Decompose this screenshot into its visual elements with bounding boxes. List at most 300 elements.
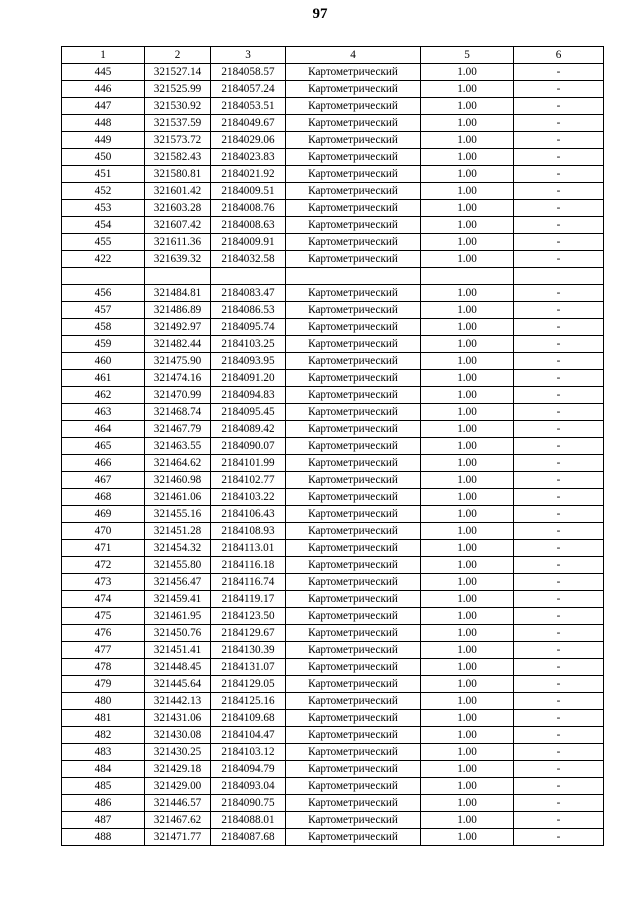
accuracy-cell: 1.00	[421, 302, 514, 319]
description-cell: -	[514, 608, 604, 625]
accuracy-cell: 1.00	[421, 98, 514, 115]
method-cell: Картометрический	[286, 319, 421, 336]
table-row	[62, 761, 604, 778]
description-cell: -	[514, 506, 604, 523]
y-coordinate-cell: 2184101.99	[211, 455, 286, 472]
description-cell: -	[514, 574, 604, 591]
y-coordinate-cell: 2184123.50	[211, 608, 286, 625]
y-coordinate-cell: 2184029.06	[211, 132, 286, 149]
accuracy-cell: 1.00	[421, 642, 514, 659]
description-cell: -	[514, 234, 604, 251]
description-cell: -	[514, 778, 604, 795]
description-cell: -	[514, 761, 604, 778]
point-number-cell: 462	[62, 387, 145, 404]
method-cell: Картометрический	[286, 387, 421, 404]
y-coordinate-cell: 2184106.43	[211, 506, 286, 523]
y-coordinate-cell: 2184094.79	[211, 761, 286, 778]
accuracy-cell: 1.00	[421, 659, 514, 676]
table-row	[62, 149, 604, 166]
point-number-cell: 465	[62, 438, 145, 455]
table-row	[62, 200, 604, 217]
y-coordinate-cell: 2184009.91	[211, 234, 286, 251]
y-coordinate-cell: 2184032.58	[211, 251, 286, 268]
method-cell: Картометрический	[286, 591, 421, 608]
description-cell: -	[514, 132, 604, 149]
table-row	[62, 676, 604, 693]
table-row	[62, 421, 604, 438]
point-number-cell: 468	[62, 489, 145, 506]
y-coordinate-cell: 2184090.75	[211, 795, 286, 812]
table-row	[62, 642, 604, 659]
table-row	[62, 132, 604, 149]
column-header-accuracy: 5	[421, 47, 514, 64]
description-cell: -	[514, 829, 604, 846]
x-coordinate-cell: 321431.06	[145, 710, 211, 727]
x-coordinate-cell: 321455.16	[145, 506, 211, 523]
y-coordinate-cell: 2184086.53	[211, 302, 286, 319]
x-coordinate-cell: 321460.98	[145, 472, 211, 489]
column-header-description: 6	[514, 47, 604, 64]
description-cell: -	[514, 285, 604, 302]
column-header-point-number: 1	[62, 47, 145, 64]
table-row	[62, 166, 604, 183]
table-row	[62, 404, 604, 421]
accuracy-cell: 1.00	[421, 761, 514, 778]
y-coordinate-cell: 2184108.93	[211, 523, 286, 540]
y-coordinate-cell: 2184103.22	[211, 489, 286, 506]
y-coordinate-cell: 2184053.51	[211, 98, 286, 115]
method-cell: Картометрический	[286, 540, 421, 557]
method-cell: Картометрический	[286, 370, 421, 387]
method-cell: Картометрический	[286, 353, 421, 370]
x-coordinate-cell: 321573.72	[145, 132, 211, 149]
accuracy-cell: 1.00	[421, 455, 514, 472]
table-body	[62, 64, 604, 846]
y-coordinate-cell: 2184057.24	[211, 81, 286, 98]
description-cell: -	[514, 659, 604, 676]
description-cell: -	[514, 710, 604, 727]
point-number-cell: 458	[62, 319, 145, 336]
x-coordinate-cell: 321461.06	[145, 489, 211, 506]
accuracy-cell: 1.00	[421, 795, 514, 812]
method-cell: Картометрический	[286, 761, 421, 778]
accuracy-cell: 1.00	[421, 353, 514, 370]
description-cell: -	[514, 455, 604, 472]
description-cell: -	[514, 557, 604, 574]
accuracy-cell: 1.00	[421, 438, 514, 455]
x-coordinate-cell: 321639.32	[145, 251, 211, 268]
point-number-cell: 483	[62, 744, 145, 761]
y-coordinate-cell: 2184102.77	[211, 472, 286, 489]
table-row	[62, 98, 604, 115]
point-number-cell: 447	[62, 98, 145, 115]
table-row	[62, 557, 604, 574]
accuracy-cell: 1.00	[421, 149, 514, 166]
accuracy-cell: 1.00	[421, 166, 514, 183]
point-number-cell: 452	[62, 183, 145, 200]
y-coordinate-cell: 2184119.17	[211, 591, 286, 608]
table-row	[62, 336, 604, 353]
description-cell: -	[514, 676, 604, 693]
method-cell: Картометрический	[286, 302, 421, 319]
y-coordinate-cell: 2184095.45	[211, 404, 286, 421]
method-cell: Картометрический	[286, 115, 421, 132]
table-row	[62, 489, 604, 506]
accuracy-cell: 1.00	[421, 693, 514, 710]
y-coordinate-cell: 2184094.83	[211, 387, 286, 404]
description-cell: -	[514, 625, 604, 642]
method-cell: Картометрический	[286, 166, 421, 183]
table-row	[62, 183, 604, 200]
method-cell: Картометрический	[286, 795, 421, 812]
method-cell: Картометрический	[286, 574, 421, 591]
description-cell: -	[514, 472, 604, 489]
y-coordinate-cell: 2184095.74	[211, 319, 286, 336]
point-number-cell: 446	[62, 81, 145, 98]
description-cell: -	[514, 591, 604, 608]
x-coordinate-cell: 321467.79	[145, 421, 211, 438]
table-row	[62, 659, 604, 676]
point-number-cell: 464	[62, 421, 145, 438]
accuracy-cell: 1.00	[421, 489, 514, 506]
point-number-cell: 422	[62, 251, 145, 268]
accuracy-cell: 1.00	[421, 200, 514, 217]
description-cell: -	[514, 98, 604, 115]
accuracy-cell: 1.00	[421, 778, 514, 795]
x-coordinate-cell: 321463.55	[145, 438, 211, 455]
point-number-cell: 470	[62, 523, 145, 540]
x-coordinate-cell: 321446.57	[145, 795, 211, 812]
method-cell: Картометрический	[286, 472, 421, 489]
x-coordinate-cell: 321527.14	[145, 64, 211, 81]
table-row	[62, 387, 604, 404]
y-coordinate-cell	[211, 268, 286, 285]
point-number-cell: 475	[62, 608, 145, 625]
x-coordinate-cell: 321445.64	[145, 676, 211, 693]
method-cell: Картометрический	[286, 251, 421, 268]
x-coordinate-cell: 321442.13	[145, 693, 211, 710]
point-number-cell: 482	[62, 727, 145, 744]
accuracy-cell: 1.00	[421, 285, 514, 302]
description-cell: -	[514, 404, 604, 421]
y-coordinate-cell: 2184091.20	[211, 370, 286, 387]
point-number-cell: 449	[62, 132, 145, 149]
table-row	[62, 353, 604, 370]
x-coordinate-cell: 321470.99	[145, 387, 211, 404]
method-cell: Картометрический	[286, 404, 421, 421]
x-coordinate-cell: 321429.00	[145, 778, 211, 795]
y-coordinate-cell: 2184103.12	[211, 744, 286, 761]
page-number: 97	[312, 6, 328, 22]
description-cell	[514, 268, 604, 285]
method-cell: Картометрический	[286, 336, 421, 353]
accuracy-cell: 1.00	[421, 336, 514, 353]
description-cell: -	[514, 523, 604, 540]
accuracy-cell: 1.00	[421, 64, 514, 81]
accuracy-cell	[421, 268, 514, 285]
y-coordinate-cell: 2184087.68	[211, 829, 286, 846]
point-number-cell: 474	[62, 591, 145, 608]
description-cell: -	[514, 302, 604, 319]
accuracy-cell: 1.00	[421, 421, 514, 438]
x-coordinate-cell: 321525.99	[145, 81, 211, 98]
y-coordinate-cell: 2184093.04	[211, 778, 286, 795]
x-coordinate-cell: 321484.81	[145, 285, 211, 302]
method-cell: Картометрический	[286, 625, 421, 642]
table-row	[62, 64, 604, 81]
point-number-cell: 469	[62, 506, 145, 523]
description-cell: -	[514, 319, 604, 336]
y-coordinate-cell: 2184131.07	[211, 659, 286, 676]
method-cell: Картометрический	[286, 234, 421, 251]
x-coordinate-cell: 321601.42	[145, 183, 211, 200]
point-number-cell: 451	[62, 166, 145, 183]
point-number-cell: 460	[62, 353, 145, 370]
accuracy-cell: 1.00	[421, 217, 514, 234]
method-cell: Картометрический	[286, 523, 421, 540]
accuracy-cell: 1.00	[421, 676, 514, 693]
description-cell: -	[514, 200, 604, 217]
method-cell: Картометрический	[286, 200, 421, 217]
description-cell: -	[514, 489, 604, 506]
table-row	[62, 217, 604, 234]
coordinates-table	[61, 46, 604, 846]
point-number-cell: 459	[62, 336, 145, 353]
y-coordinate-cell: 2184058.57	[211, 64, 286, 81]
table-row	[62, 81, 604, 98]
point-number-cell: 448	[62, 115, 145, 132]
accuracy-cell: 1.00	[421, 132, 514, 149]
table-row	[62, 285, 604, 302]
x-coordinate-cell: 321451.41	[145, 642, 211, 659]
table-row	[62, 234, 604, 251]
y-coordinate-cell: 2184103.25	[211, 336, 286, 353]
description-cell: -	[514, 183, 604, 200]
y-coordinate-cell: 2184129.05	[211, 676, 286, 693]
point-number-cell: 467	[62, 472, 145, 489]
description-cell: -	[514, 370, 604, 387]
accuracy-cell: 1.00	[421, 710, 514, 727]
description-cell: -	[514, 166, 604, 183]
accuracy-cell: 1.00	[421, 523, 514, 540]
description-cell: -	[514, 387, 604, 404]
accuracy-cell: 1.00	[421, 115, 514, 132]
table-row	[62, 523, 604, 540]
method-cell: Картометрический	[286, 64, 421, 81]
description-cell: -	[514, 727, 604, 744]
method-cell	[286, 268, 421, 285]
table-row	[62, 455, 604, 472]
x-coordinate-cell: 321454.32	[145, 540, 211, 557]
table-row	[62, 625, 604, 642]
table-row	[62, 727, 604, 744]
point-number-cell: 471	[62, 540, 145, 557]
point-number-cell: 453	[62, 200, 145, 217]
method-cell: Картометрический	[286, 676, 421, 693]
description-cell: -	[514, 540, 604, 557]
point-number-cell	[62, 268, 145, 285]
method-cell: Картометрический	[286, 438, 421, 455]
x-coordinate-cell: 321451.28	[145, 523, 211, 540]
x-coordinate-cell: 321468.74	[145, 404, 211, 421]
point-number-cell: 476	[62, 625, 145, 642]
point-number-cell: 478	[62, 659, 145, 676]
x-coordinate-cell: 321448.45	[145, 659, 211, 676]
x-coordinate-cell	[145, 268, 211, 285]
table-row	[62, 438, 604, 455]
x-coordinate-cell: 321464.62	[145, 455, 211, 472]
point-number-cell: 450	[62, 149, 145, 166]
method-cell: Картометрический	[286, 557, 421, 574]
method-cell: Картометрический	[286, 659, 421, 676]
y-coordinate-cell: 2184083.47	[211, 285, 286, 302]
y-coordinate-cell: 2184130.39	[211, 642, 286, 659]
accuracy-cell: 1.00	[421, 574, 514, 591]
column-header-method: 4	[286, 47, 421, 64]
accuracy-cell: 1.00	[421, 625, 514, 642]
point-number-cell: 454	[62, 217, 145, 234]
point-number-cell: 457	[62, 302, 145, 319]
method-cell: Картометрический	[286, 421, 421, 438]
accuracy-cell: 1.00	[421, 506, 514, 523]
method-cell: Картометрический	[286, 710, 421, 727]
description-cell: -	[514, 693, 604, 710]
accuracy-cell: 1.00	[421, 370, 514, 387]
method-cell: Картометрический	[286, 455, 421, 472]
x-coordinate-cell: 321430.08	[145, 727, 211, 744]
description-cell: -	[514, 795, 604, 812]
accuracy-cell: 1.00	[421, 591, 514, 608]
point-number-cell: 472	[62, 557, 145, 574]
point-number-cell: 481	[62, 710, 145, 727]
point-number-cell: 463	[62, 404, 145, 421]
method-cell: Картометрический	[286, 608, 421, 625]
description-cell: -	[514, 744, 604, 761]
table-row	[62, 778, 604, 795]
method-cell: Картометрический	[286, 727, 421, 744]
point-number-cell: 488	[62, 829, 145, 846]
point-number-cell: 477	[62, 642, 145, 659]
point-number-cell: 479	[62, 676, 145, 693]
y-coordinate-cell: 2184090.07	[211, 438, 286, 455]
method-cell: Картометрический	[286, 285, 421, 302]
point-number-cell: 445	[62, 64, 145, 81]
table-row	[62, 829, 604, 846]
y-coordinate-cell: 2184109.68	[211, 710, 286, 727]
x-coordinate-cell: 321474.16	[145, 370, 211, 387]
point-number-cell: 456	[62, 285, 145, 302]
method-cell: Картометрический	[286, 81, 421, 98]
y-coordinate-cell: 2184093.95	[211, 353, 286, 370]
accuracy-cell: 1.00	[421, 812, 514, 829]
point-number-cell: 466	[62, 455, 145, 472]
method-cell: Картометрический	[286, 489, 421, 506]
y-coordinate-cell: 2184049.67	[211, 115, 286, 132]
table-row	[62, 591, 604, 608]
x-coordinate-cell: 321582.43	[145, 149, 211, 166]
method-cell: Картометрический	[286, 744, 421, 761]
description-cell: -	[514, 438, 604, 455]
y-coordinate-cell: 2184129.67	[211, 625, 286, 642]
x-coordinate-cell: 321461.95	[145, 608, 211, 625]
x-coordinate-cell: 321580.81	[145, 166, 211, 183]
point-number-cell: 484	[62, 761, 145, 778]
accuracy-cell: 1.00	[421, 251, 514, 268]
table-row-blank	[62, 268, 604, 285]
x-coordinate-cell: 321430.25	[145, 744, 211, 761]
table-row	[62, 506, 604, 523]
method-cell: Картометрический	[286, 642, 421, 659]
table-row	[62, 710, 604, 727]
accuracy-cell: 1.00	[421, 183, 514, 200]
x-coordinate-cell: 321530.92	[145, 98, 211, 115]
accuracy-cell: 1.00	[421, 608, 514, 625]
table-row	[62, 472, 604, 489]
x-coordinate-cell: 321607.42	[145, 217, 211, 234]
x-coordinate-cell: 321537.59	[145, 115, 211, 132]
method-cell: Картометрический	[286, 183, 421, 200]
y-coordinate-cell: 2184009.51	[211, 183, 286, 200]
description-cell: -	[514, 642, 604, 659]
table-row	[62, 251, 604, 268]
x-coordinate-cell: 321455.80	[145, 557, 211, 574]
point-number-cell: 485	[62, 778, 145, 795]
description-cell: -	[514, 251, 604, 268]
accuracy-cell: 1.00	[421, 744, 514, 761]
accuracy-cell: 1.00	[421, 404, 514, 421]
y-coordinate-cell: 2184116.18	[211, 557, 286, 574]
table-row	[62, 744, 604, 761]
accuracy-cell: 1.00	[421, 319, 514, 336]
method-cell: Картометрический	[286, 812, 421, 829]
description-cell: -	[514, 336, 604, 353]
method-cell: Картометрический	[286, 217, 421, 234]
x-coordinate-cell: 321456.47	[145, 574, 211, 591]
x-coordinate-cell: 321482.44	[145, 336, 211, 353]
method-cell: Картометрический	[286, 149, 421, 166]
table-row	[62, 574, 604, 591]
description-cell: -	[514, 149, 604, 166]
table-row	[62, 693, 604, 710]
method-cell: Картометрический	[286, 693, 421, 710]
y-coordinate-cell: 2184113.01	[211, 540, 286, 557]
y-coordinate-cell: 2184116.74	[211, 574, 286, 591]
method-cell: Картометрический	[286, 778, 421, 795]
point-number-cell: 486	[62, 795, 145, 812]
description-cell: -	[514, 421, 604, 438]
y-coordinate-cell: 2184104.47	[211, 727, 286, 744]
description-cell: -	[514, 353, 604, 370]
accuracy-cell: 1.00	[421, 540, 514, 557]
x-coordinate-cell: 321450.76	[145, 625, 211, 642]
x-coordinate-cell: 321459.41	[145, 591, 211, 608]
y-coordinate-cell: 2184089.42	[211, 421, 286, 438]
description-cell: -	[514, 115, 604, 132]
x-coordinate-cell: 321471.77	[145, 829, 211, 846]
table-header-row	[62, 47, 604, 64]
method-cell: Картометрический	[286, 829, 421, 846]
point-number-cell: 461	[62, 370, 145, 387]
point-number-cell: 455	[62, 234, 145, 251]
method-cell: Картометрический	[286, 506, 421, 523]
table-row	[62, 608, 604, 625]
description-cell: -	[514, 64, 604, 81]
method-cell: Картометрический	[286, 98, 421, 115]
x-coordinate-cell: 321429.18	[145, 761, 211, 778]
table-row	[62, 540, 604, 557]
description-cell: -	[514, 81, 604, 98]
x-coordinate-cell: 321603.28	[145, 200, 211, 217]
